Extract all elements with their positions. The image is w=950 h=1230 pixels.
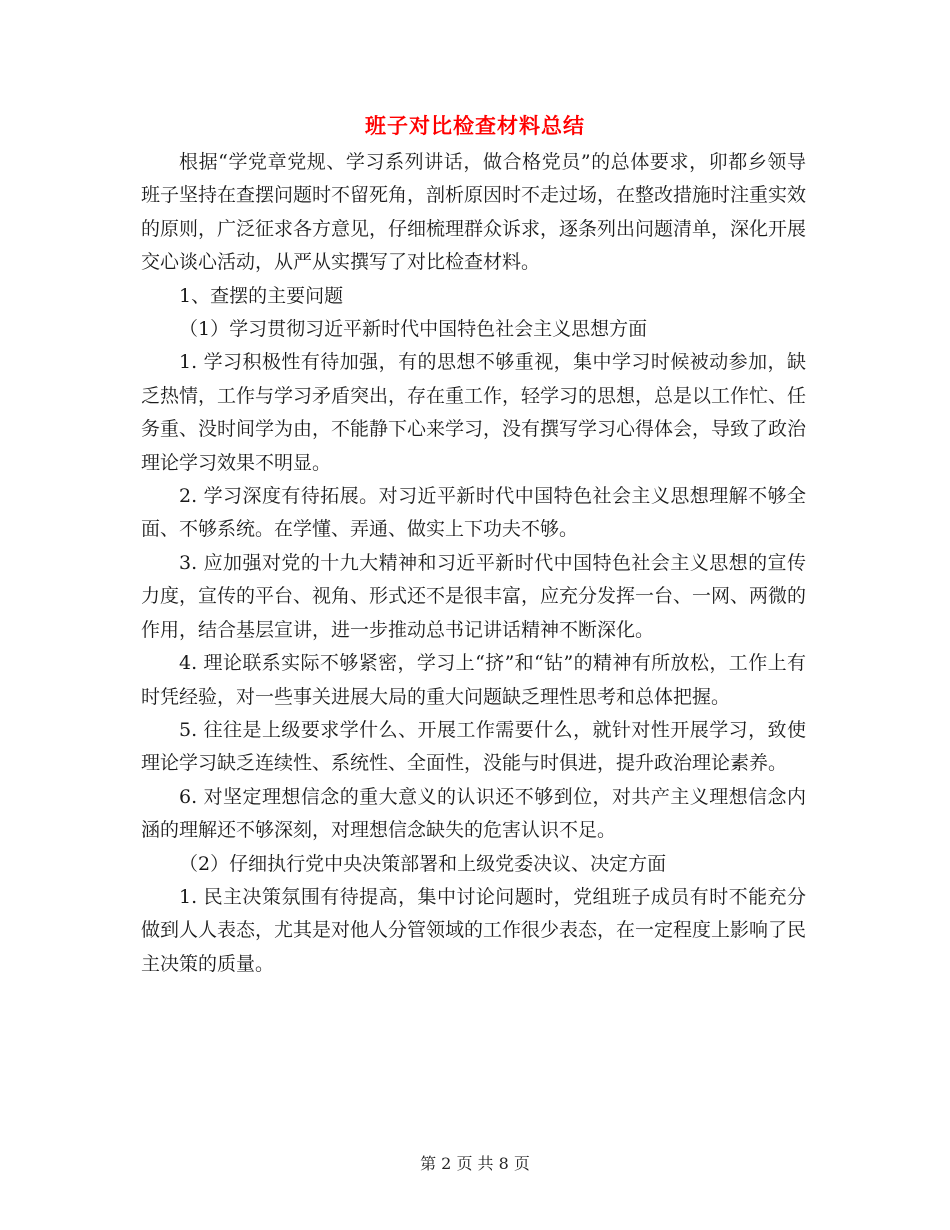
section-heading-main-issues: 1、查摆的主要问题 xyxy=(179,284,344,307)
issue-paragraph: 2. 学习深度有待拓展。对习近平新时代中国特色社会主义思想理解不够全面、不够系统。在学懂、弄通、做实上下功夫不够。 xyxy=(141,485,806,541)
issue-paragraph: 1. 民主决策氛围有待提高，集中讨论问题时，党组班子成员有时不能充分做到人人表态，尤其是对他人分管领域的工作很少表态，在一定程度上影响了民主决策的质量。 xyxy=(141,885,807,975)
issue-paragraph: 3. 应加强对党的十九大精神和习近平新时代中国特色社会主义思想的宣传力度，宣传的平台、视角、形式还不是很丰富，应充分发挥一台、一网、两微的作用，结合基层宣讲，进一步推动总书记讲话精神不断深化。 xyxy=(141,551,807,641)
subsection-heading-2: （2）仔细执行党中央决策部署和上级党委决议、决定方面 xyxy=(179,852,667,875)
issue-paragraph: 5. 往往是上级要求学什么、开展工作需要什么，就针对性开展学习，致使理论学习缺乏连续性、系统性、全面性，没能与时俱进，提升政治理论素养。 xyxy=(141,718,806,775)
issue-paragraph: 6. 对坚定理想信念的重大意义的认识还不够到位，对共产主义理想信念内涵的理解还不够深刻，对理想信念缺失的危害认识不足。 xyxy=(141,785,806,842)
issue-paragraph: 1. 学习积极性有待加强，有的思想不够重视，集中学习时候被动参加，缺乏热情，工作与学习矛盾突出，存在重工作，轻学习的思想，总是以工作忙、任务重、没时间学为由，不能静下心来学习，没有撰写学习心得体会，导致了政治理论学习效果不明显。 xyxy=(141,351,807,474)
document-title: 班子对比检查材料总结 xyxy=(365,113,585,138)
page-number-footer: 第 2 页 共 8 页 xyxy=(420,1154,530,1173)
document-body xyxy=(141,146,806,981)
subsection-heading-1: （1）学习贯彻习近平新时代中国特色社会主义思想方面 xyxy=(179,318,648,341)
issue-paragraph: 4. 理论联系实际不够紧密，学习上“挤”和“钻”的精神有所放松，工作上有时凭经验，对一些事关进展大局的重大问题缺乏理性思考和总体把握。 xyxy=(141,652,806,708)
intro-paragraph: 根据“学党章党规、学习系列讲话，做合格党员”的总体要求，卯都乡领导班子坚持在查摆问题时不留死角，剖析原因时不走过场，在整改措施时注重实效的原则，广泛征求各方意见，仔细梳理群众诉求，逐条列出问题清单，深化开展交心谈心活动，从严从实撰写了对比检查材料。 xyxy=(141,151,807,274)
